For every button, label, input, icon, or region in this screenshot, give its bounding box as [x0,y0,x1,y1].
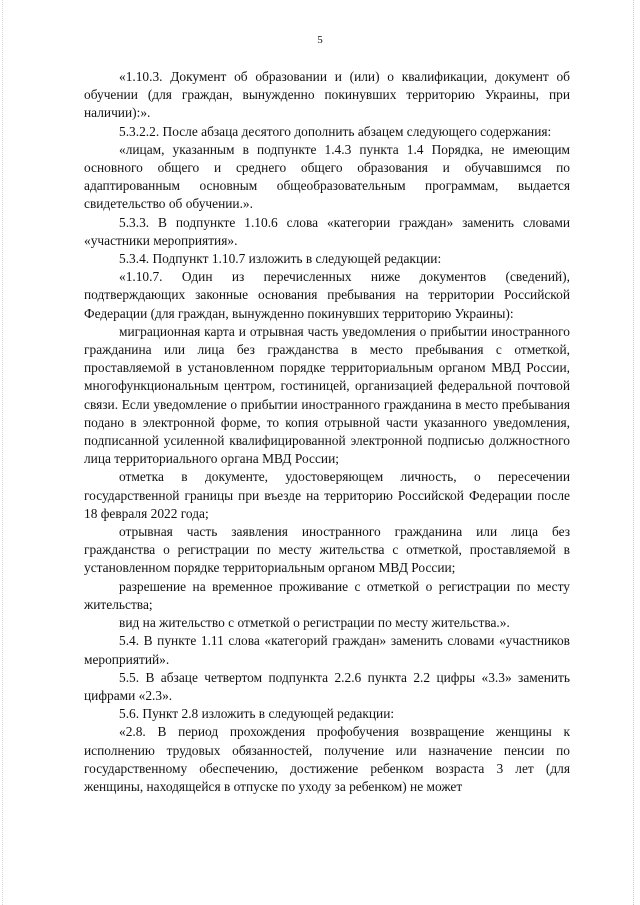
paragraph-2: 5.3.2.2. После абзаца десятого дополнить абзацем следующего содержания: [119,123,552,139]
paragraph-7: миграционная карта и отрывная часть уведомления о прибытии иностранного гражданина или лица без гражданства в место пребывания с отметкой, проставляемой в установленном порядке территориальным органом МВД России, многофункциональным центром, гостиницей, организацией федеральной почтовой связи. Если уведомление о прибытии иностранного гражданина в место пребывания подано в электронной форме, то копия отрывной части указанного уведомления, подписанной усиленной квалифицированной электронной подписью должностного лица территориального органа МВД России; [84,323,570,467]
scan-edge-left [2,0,4,905]
paragraph-15: «2.8. В период прохождения профобучения возвращение женщины к исполнению трудовых обязанностей, получение или назначение пенсии по государственному обеспечению, достижение ребенком возраста 3 лет (для женщины, находящейся в отпуске по уходу за ребенком) не может [84,724,570,794]
paragraph-12: 5.4. В пункте 1.11 слова «категорий граждан» заменить словами «участников мероприятий». [84,633,570,667]
paragraph-6: «1.10.7. Один из перечисленных ниже документов (сведений), подтверждающих законные основания пребывания на территории Российской Федерации (для граждан, вынужденно покинувших территорию Украины): [84,269,570,321]
document-body [84,68,570,796]
paragraph-14: 5.6. Пункт 2.8 изложить в следующей редакции: [119,706,395,722]
paragraph-13: 5.5. В абзаце четвертом подпункта 2.2.6 пункта 2.2 цифры «3.3» заменить цифрами «2.3». [84,669,570,703]
scan-edge-right [632,0,634,905]
paragraph-9: отрывная часть заявления иностранного гражданина или лица без гражданства о регистрации по месту жительства с отметкой, проставляемой в установленном порядке территориальным органом МВД России; [84,524,570,576]
page-number: 5 [317,34,323,46]
paragraph-5: 5.3.4. Подпункт 1.10.7 изложить в следующей редакции: [119,251,442,267]
paragraph-10: разрешение на временное проживание с отметкой о регистрации по месту жительства; [84,578,570,612]
paragraph-1: «1.10.3. Документ об образовании и (или) о квалификации, документ об обучении (для граждан, вынужденно покинувших территорию Украины, при наличии):». [84,69,570,121]
paragraph-8: отметка в документе, удостоверяющем личность, о пересечении государственной границы при въезде на территорию Российской Федерации после 18 февраля 2022 года; [84,469,570,521]
paragraph-11: вид на жительство с отметкой о регистрации по месту жительства.». [119,615,510,631]
paragraph-3: «лицам, указанным в подпункте 1.4.3 пункта 1.4 Порядка, не имеющим основного общего и среднего общего образования и обучавшимся по адаптированным основным общеобразовательным программам, выдается свидетельство об обучении.». [84,141,570,212]
paragraph-4: 5.3.3. В подпункте 1.10.6 слова «категории граждан» заменить словами «участники мероприятия». [84,214,570,248]
